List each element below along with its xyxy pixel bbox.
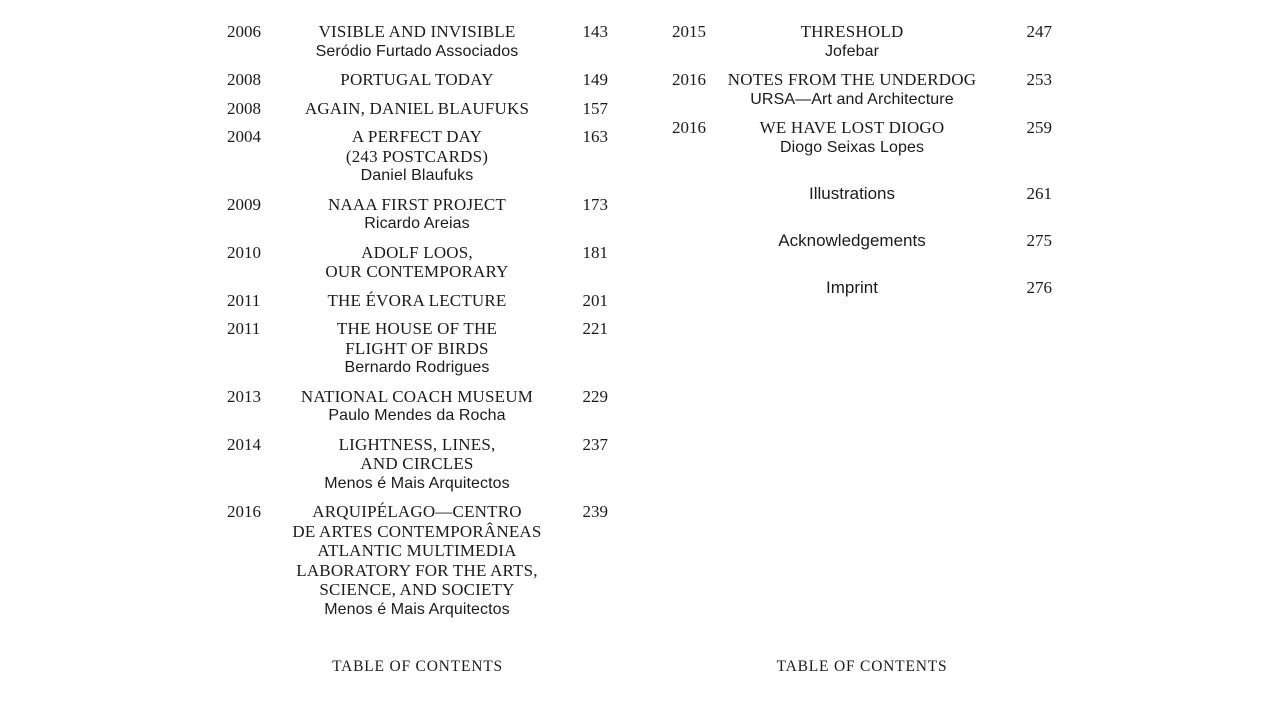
backmatter-year-spacer (672, 184, 722, 204)
toc-entry-page: 239 (582, 502, 608, 521)
toc-entry-title-line: VISIBLE AND INVISIBLE (318, 22, 516, 41)
toc-entry (227, 127, 608, 186)
toc-entry-year: 2014 (227, 434, 261, 454)
toc-entry-title-line: A PERFECT DAY (351, 127, 483, 146)
toc-entry (227, 22, 608, 61)
toc-entry-year: 2016 (227, 502, 261, 521)
toc-footer-right: TABLE OF CONTENTS (776, 658, 948, 675)
toc-entry-year: 2011 (227, 290, 261, 310)
toc-entry-title-line: ARQUIPÉLAGO—CENTRO (312, 502, 522, 521)
toc-entry-title (722, 118, 982, 157)
backmatter-label: Acknowledgements (778, 231, 926, 250)
toc-entry-title-line: PORTUGAL TODAY (340, 70, 494, 89)
toc-entry-subtitle-line: URSA—Art and Architecture (750, 90, 954, 108)
toc-entry-year: 2016 (672, 118, 706, 137)
toc-entry-title (277, 387, 557, 426)
toc-entry-page: 181 (582, 242, 608, 262)
toc-entry-title (277, 502, 557, 619)
backmatter-year-spacer (672, 278, 722, 298)
toc-entry-page: 247 (1026, 22, 1052, 41)
toc-entry-title-line: WE HAVE LOST DIOGO (759, 118, 945, 137)
backmatter-item (672, 231, 1052, 251)
toc-entry (672, 70, 1052, 109)
toc-entry-title (277, 243, 557, 282)
toc-entry (227, 70, 608, 90)
toc-entry-title-line: ADOLF LOOS, (361, 242, 473, 262)
toc-entry-page: 259 (1026, 118, 1052, 137)
backmatter-page: 276 (1026, 278, 1052, 297)
toc-entry-title-line: NATIONAL COACH MUSEUM (300, 386, 534, 406)
toc-entry-title-line: NAAA FIRST PROJECT (327, 194, 507, 214)
toc-entry-title (277, 319, 557, 378)
toc-entry-title-line: LIGHTNESS, LINES, (338, 434, 496, 454)
toc-entry-page: 221 (582, 319, 608, 338)
toc-entry-title (277, 70, 557, 90)
toc-entry-title (277, 99, 557, 119)
toc-entry-subtitle-line: Bernardo Rodrigues (344, 359, 490, 376)
toc-entry-year: 2013 (227, 386, 261, 406)
toc-entry-title-line: THE HOUSE OF THE (336, 319, 498, 338)
toc-entry-title-line: AND CIRCLES (360, 454, 474, 473)
toc-entry-year: 2015 (672, 22, 706, 41)
toc-entry-title (277, 435, 557, 494)
toc-entry-subtitle-line: Paulo Mendes da Rocha (328, 407, 506, 424)
toc-entry-title-line: LABORATORY FOR THE ARTS, (296, 560, 538, 580)
toc-entry (672, 118, 1052, 157)
toc-entry-page: 157 (582, 98, 608, 118)
toc-entry-title (277, 22, 557, 61)
toc-right-page (672, 22, 1052, 325)
toc-entry-subtitle-line: Seródio Furtado Associados (315, 42, 519, 60)
toc-entry-year: 2016 (672, 70, 706, 89)
toc-entry-title (277, 291, 557, 311)
backmatter-page: 275 (1026, 231, 1052, 250)
toc-entry-title-line: AGAIN, DANIEL BLAUFUKS (304, 98, 530, 118)
toc-entry-title (277, 195, 557, 234)
toc-entry-year: 2004 (227, 127, 261, 146)
toc-entry (227, 99, 608, 119)
backmatter-section (672, 184, 1052, 298)
toc-entry (227, 502, 608, 619)
toc-entry-subtitle-line: Menos é Mais Arquitectos (324, 600, 510, 618)
toc-entry-title (722, 22, 982, 61)
toc-entry-title (722, 70, 982, 109)
toc-entry-title-line: SCIENCE, AND SOCIETY (319, 580, 515, 599)
toc-entry-page: 229 (582, 386, 608, 406)
toc-entry-title-line: OUR CONTEMPORARY (325, 262, 509, 281)
toc-entry-title-line: (243 POSTCARDS) (345, 146, 489, 166)
toc-entry-year: 2010 (227, 242, 261, 262)
toc-entry-year: 2006 (227, 22, 261, 41)
toc-entry-title-line: ATLANTIC MULTIMEDIA (317, 541, 517, 560)
toc-entry (227, 195, 608, 234)
toc-footer-left: TABLE OF CONTENTS (332, 658, 503, 675)
toc-entry-page: 173 (582, 194, 608, 214)
backmatter-year-spacer (672, 231, 722, 251)
toc-entry-subtitle-line: Diogo Seixas Lopes (779, 138, 925, 156)
toc-entry-title-line: DE ARTES CONTEMPORÂNEAS (292, 521, 542, 541)
toc-entry-title-line: THE ÉVORA LECTURE (327, 290, 507, 310)
toc-entry-subtitle-line: Ricardo Areias (364, 215, 470, 232)
backmatter-item (672, 184, 1052, 204)
toc-entry-page: 201 (582, 290, 608, 310)
toc-entry-page: 143 (582, 22, 608, 41)
toc-entry (227, 319, 608, 378)
toc-entry-page: 149 (582, 70, 608, 89)
toc-entry-title-line: NOTES FROM THE UNDERDOG (727, 70, 977, 89)
toc-entry-year: 2008 (227, 98, 261, 118)
toc-entry (672, 22, 1052, 61)
backmatter-page: 261 (1026, 184, 1052, 203)
toc-entry (227, 387, 608, 426)
backmatter-label: Illustrations (809, 184, 895, 203)
toc-entry-year: 2009 (227, 194, 261, 214)
toc-entry-subtitle-line: Jofebar (824, 42, 880, 60)
toc-entry-title (277, 127, 557, 186)
backmatter-label: Imprint (826, 278, 878, 297)
toc-entry-subtitle-line: Daniel Blaufuks (360, 167, 474, 184)
toc-entry-year: 2008 (227, 70, 261, 89)
toc-entry-title-line: THRESHOLD (800, 22, 904, 41)
toc-entry-page: 253 (1026, 70, 1052, 89)
toc-entry (227, 243, 608, 282)
toc-entry-subtitle-line: Menos é Mais Arquitectos (324, 474, 510, 492)
toc-entry (227, 291, 608, 311)
toc-entry (227, 435, 608, 494)
backmatter-item (672, 278, 1052, 298)
toc-entry-title-line: FLIGHT OF BIRDS (345, 338, 489, 358)
toc-left-page (227, 22, 608, 628)
toc-entry-page: 237 (582, 434, 608, 454)
toc-entry-year: 2011 (227, 319, 261, 338)
toc-entry-page: 163 (582, 127, 608, 146)
